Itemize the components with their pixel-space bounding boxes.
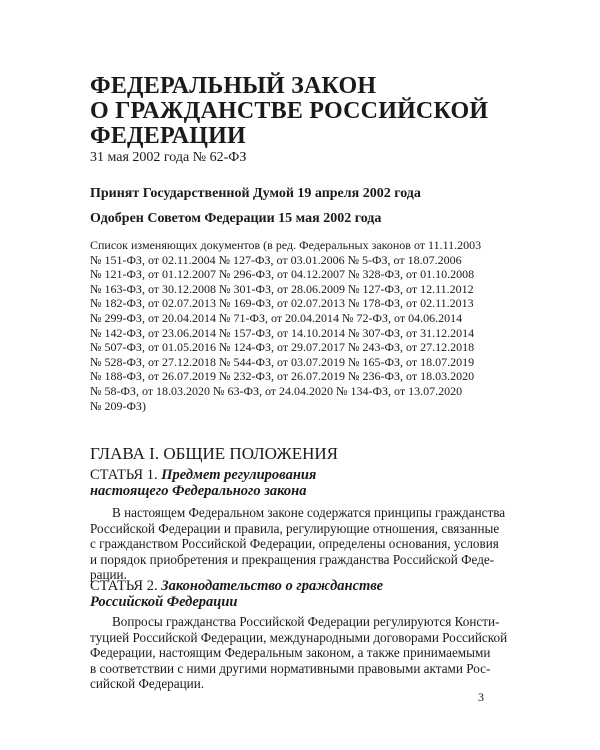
article-subject: Предмет регулирования <box>161 467 317 483</box>
article-2-heading <box>90 578 383 610</box>
article-subject-continued: Российской Федерации <box>90 594 238 610</box>
paragraph-line: рации. <box>90 567 127 583</box>
document-title <box>90 74 510 149</box>
article-2-text <box>90 614 510 692</box>
adopted-note: Принят Государственной Думой 19 апреля 2002 года <box>90 186 421 201</box>
article-subject-continued: настоящего Федерального закона <box>90 483 307 499</box>
amendments-line: № 58-ФЗ, от 18.03.2020 № 63-ФЗ, от 24.04.2020 № 134-ФЗ, от 13.07.2020 <box>90 383 463 398</box>
paragraph-line: в соответствии с ними другими нормативными правовыми актами Рос- <box>90 660 491 676</box>
amendments-line: № 188-ФЗ, от 26.07.2019 № 232-ФЗ, от 26.07.2019 № 236-ФЗ, от 18.03.2020 <box>90 369 475 384</box>
amendments-line: № 182-ФЗ, от 02.07.2013 № 169-ФЗ, от 02.07.2013 № 178-ФЗ, от 02.11.2013 <box>90 296 474 311</box>
paragraph-line: Федерации, настоящим Федеральным законом, а также принимаемыми <box>90 645 491 661</box>
article-1-text <box>90 505 510 583</box>
amendments-line: № 163-ФЗ, от 30.12.2008 № 301-ФЗ, от 28.06.2009 № 127-ФЗ, от 12.11.2012 <box>90 281 474 296</box>
article-number: СТАТЬЯ 1. <box>90 467 158 483</box>
paragraph-line: Вопросы гражданства Российской Федерации регулируются Консти- <box>112 614 500 629</box>
article-1-heading <box>90 467 316 499</box>
article-number: СТАТЬЯ 2. <box>90 578 158 594</box>
amendments-line: № 151-ФЗ, от 02.11.2004 № 127-ФЗ, от 03.01.2006 № 5-ФЗ, от 18.07.2006 <box>90 252 462 267</box>
paragraph-line: В настоящем Федеральном законе содержатся принципы гражданства <box>112 505 506 520</box>
article-subject: Законодательство о гражданстве <box>161 578 384 594</box>
title-line: О ГРАЖДАНСТВЕ РОССИЙСКОЙ <box>90 98 489 124</box>
paragraph-line: и порядок приобретения и прекращения гражданства Российской Феде- <box>90 551 495 567</box>
paragraph-line: сийской Федерации. <box>90 676 205 692</box>
law-date: 31 мая 2002 года № 62-ФЗ <box>90 150 247 165</box>
paragraph-line: с гражданством Российской Федерации, определены основания, условия <box>90 536 499 552</box>
amendments-line: № 142-ФЗ, от 23.06.2014 № 157-ФЗ, от 14.10.2014 № 307-ФЗ, от 31.12.2014 <box>90 325 475 340</box>
title-line: ФЕДЕРАЦИИ <box>90 123 246 149</box>
amendments-list <box>90 238 520 413</box>
amendments-line: № 507-ФЗ, от 01.05.2016 № 124-ФЗ, от 29.07.2017 № 243-ФЗ, от 27.12.2018 <box>90 340 475 355</box>
amendments-line: № 299-ФЗ, от 20.04.2014 № 71-ФЗ, от 20.04.2014 № 72-ФЗ, от 04.06.2014 <box>90 310 463 325</box>
amendments-line: Список изменяющих документов (в ред. Федеральных законов от 11.11.2003 <box>90 238 482 252</box>
approved-note: Одобрен Советом Федерации 15 мая 2002 года <box>90 211 382 226</box>
chapter-heading: ГЛАВА I. ОБЩИЕ ПОЛОЖЕНИЯ <box>90 444 339 463</box>
amendments-line: № 121-ФЗ, от 01.12.2007 № 296-ФЗ, от 04.12.2007 № 328-ФЗ, от 01.10.2008 <box>90 267 475 282</box>
amendments-line: № 528-ФЗ, от 27.12.2018 № 544-ФЗ, от 03.07.2019 № 165-ФЗ, от 18.07.2019 <box>90 354 475 369</box>
title-line: ФЕДЕРАЛЬНЫЙ ЗАКОН <box>90 73 377 99</box>
paragraph-line: Российской Федерации и правила, регулирующие отношения, связанные <box>90 520 500 536</box>
amendments-line: № 209-ФЗ) <box>90 398 146 413</box>
page-number: 3 <box>478 690 484 704</box>
article-heading-line <box>90 467 316 483</box>
paragraph-line: туцией Российской Федерации, международными договорами Российской <box>90 629 508 645</box>
article-heading-line <box>90 578 383 594</box>
